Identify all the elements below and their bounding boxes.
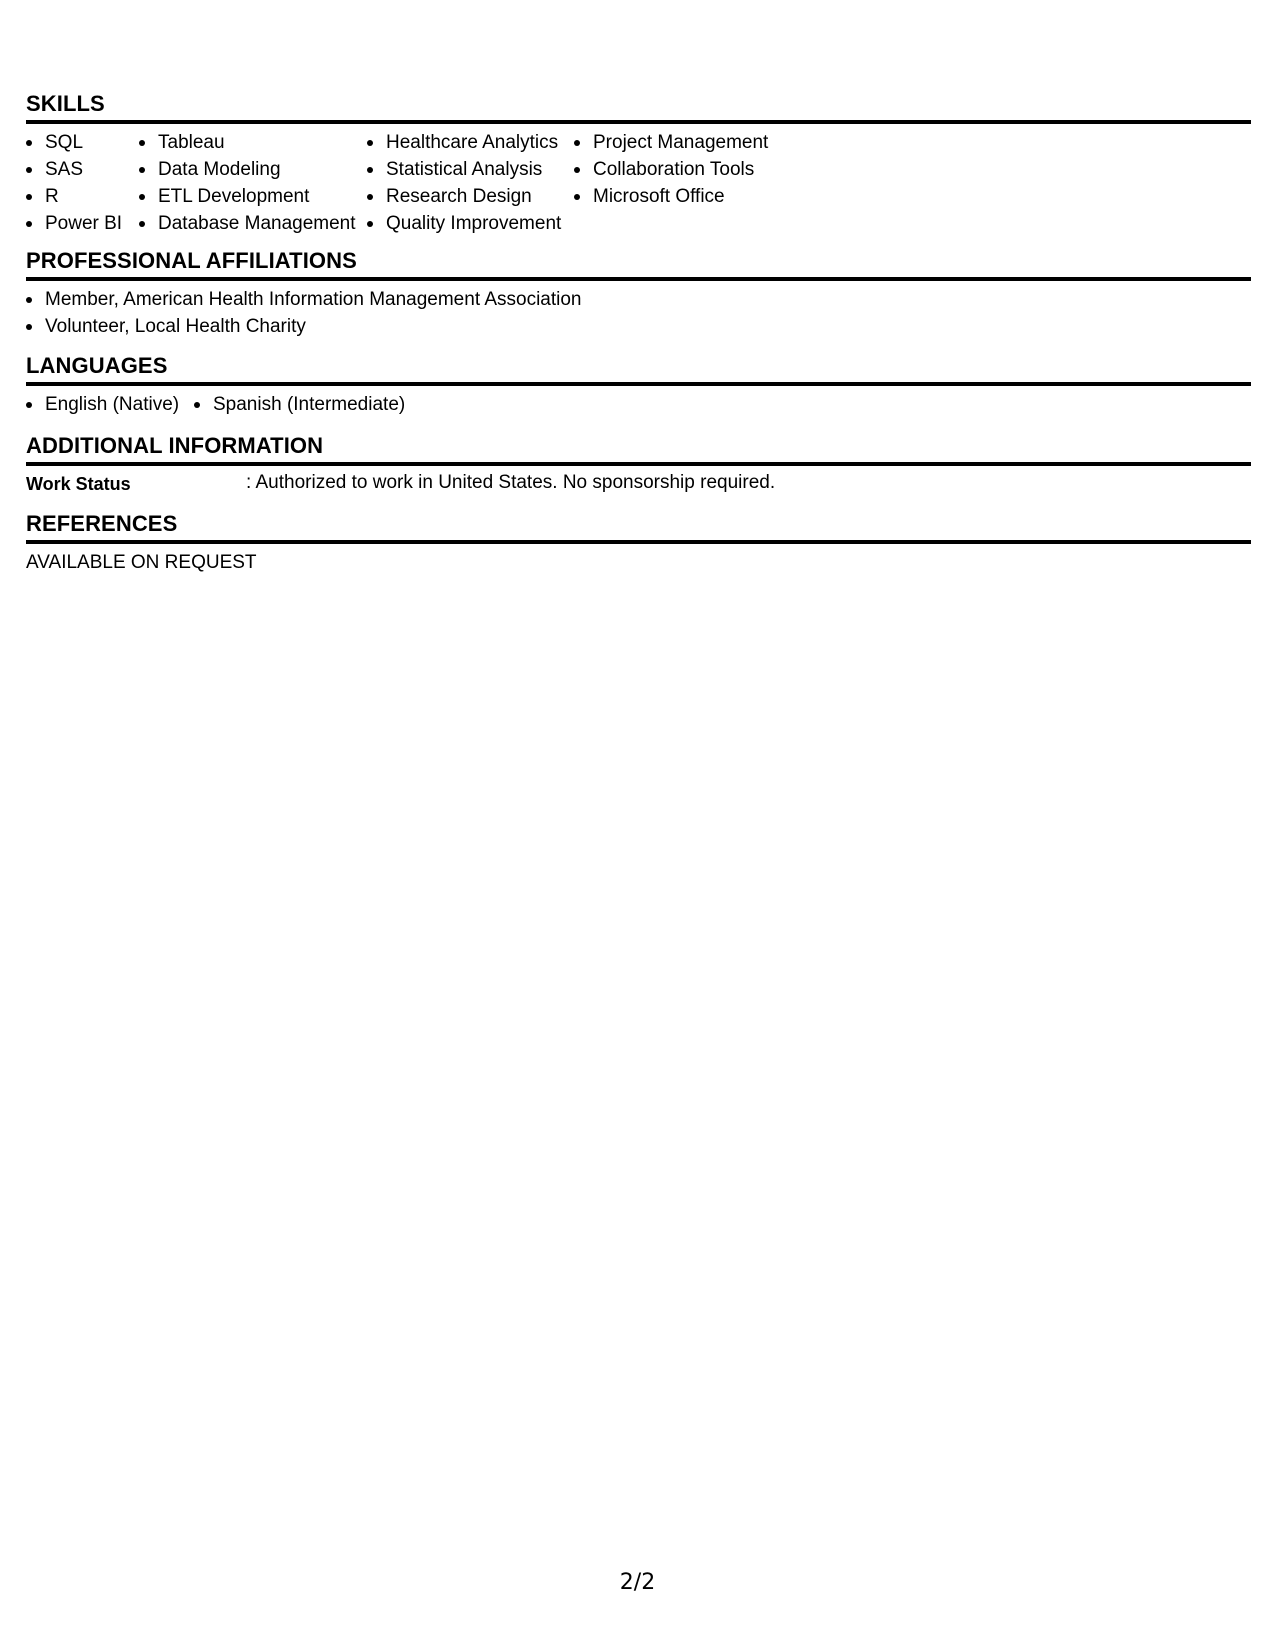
- skill-item: Collaboration Tools: [574, 156, 768, 183]
- languages-list-1: [26, 391, 179, 418]
- work-status-label: Work Status: [26, 474, 131, 494]
- references-divider: [26, 540, 1251, 544]
- language-item: English (Native): [26, 391, 179, 418]
- skill-item: SAS: [26, 156, 122, 183]
- affiliation-item: Volunteer, Local Health Charity: [26, 313, 582, 340]
- affiliations-list: [26, 286, 582, 340]
- affiliations-divider: [26, 277, 1251, 281]
- skills-column-2: [139, 129, 356, 237]
- resume-page: [26, 0, 1251, 1650]
- skill-item: Statistical Analysis: [367, 156, 561, 183]
- skills-divider: [26, 120, 1251, 124]
- skill-item: Project Management: [574, 129, 768, 156]
- language-item: Spanish (Intermediate): [194, 391, 405, 418]
- additional-info-heading: ADDITIONAL INFORMATION: [26, 433, 324, 458]
- skills-column-4: [574, 129, 768, 210]
- skill-item: Research Design: [367, 183, 561, 210]
- skill-item: SQL: [26, 129, 122, 156]
- skill-item: ETL Development: [139, 183, 356, 210]
- skill-item: Tableau: [139, 129, 356, 156]
- affiliation-item: Member, American Health Information Management Association: [26, 286, 582, 313]
- languages-heading: LANGUAGES: [26, 353, 168, 378]
- additional-info-divider: [26, 462, 1251, 466]
- page-number: 2/2: [619, 1570, 656, 1595]
- references-text: AVAILABLE ON REQUEST: [26, 552, 257, 573]
- skill-item: Data Modeling: [139, 156, 356, 183]
- skills-column-1: [26, 129, 122, 237]
- references-heading: REFERENCES: [26, 511, 178, 536]
- work-status-value: : Authorized to work in United States. No sponsorship required.: [246, 472, 776, 493]
- skill-item: Microsoft Office: [574, 183, 768, 210]
- languages-divider: [26, 382, 1251, 386]
- affiliations-heading: PROFESSIONAL AFFILIATIONS: [26, 248, 357, 273]
- skill-item: Healthcare Analytics: [367, 129, 561, 156]
- skill-item: Database Management: [139, 210, 356, 237]
- skill-item: Power BI: [26, 210, 122, 237]
- skills-column-3: [367, 129, 561, 237]
- skills-heading: SKILLS: [26, 91, 105, 116]
- skill-item: R: [26, 183, 122, 210]
- skill-item: Quality Improvement: [367, 210, 561, 237]
- languages-list-2: [194, 391, 405, 418]
